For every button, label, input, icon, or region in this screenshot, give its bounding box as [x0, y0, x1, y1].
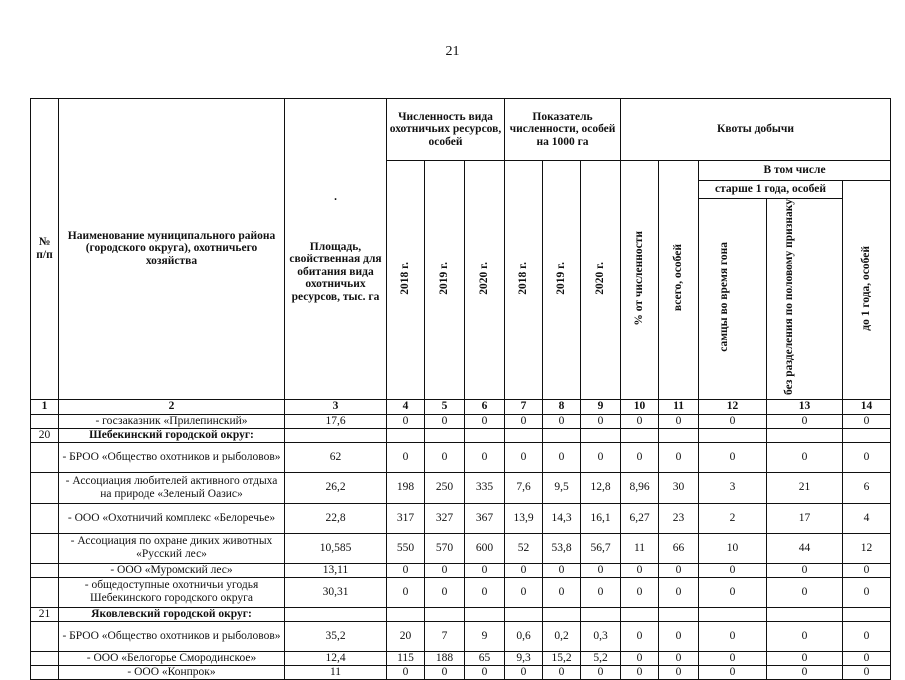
- table-cell: 0: [465, 665, 505, 679]
- table-cell: 317: [387, 503, 425, 533]
- table-cell: 0: [767, 651, 843, 665]
- table-cell: 0: [465, 563, 505, 577]
- table-cell: 62: [285, 442, 387, 472]
- hunting-ground-name: - ООО «Охотничий комплекс «Белоречье»: [59, 503, 285, 533]
- table-cell: 0: [659, 414, 699, 428]
- hunting-ground-name: - Ассоциация по охране диких животных «Русский лес»: [59, 533, 285, 563]
- header-quota: Квоты добычи: [621, 99, 891, 161]
- row-number: [31, 651, 59, 665]
- header-area-dot: ·: [333, 193, 338, 206]
- column-number: 13: [767, 399, 843, 414]
- table-cell: 0: [543, 414, 581, 428]
- table-cell: 30,31: [285, 577, 387, 607]
- table-cell: [425, 428, 465, 442]
- hunting-ground-name: - общедоступные охотничьи угодья Шебекинского городского округа: [59, 577, 285, 607]
- header-density-2018: 2018 г.: [505, 161, 543, 400]
- table-cell: 0: [699, 665, 767, 679]
- table-cell: 0: [543, 665, 581, 679]
- table-cell: 0: [621, 414, 659, 428]
- table-cell: 56,7: [581, 533, 621, 563]
- table-cell: 13,9: [505, 503, 543, 533]
- table-cell: [285, 428, 387, 442]
- table-cell: [843, 428, 891, 442]
- table-cell: 0: [543, 442, 581, 472]
- hunting-ground-name: - госзаказник «Прилепинский»: [59, 414, 285, 428]
- table-cell: 0: [699, 563, 767, 577]
- table-cell: 0: [659, 577, 699, 607]
- table-cell: 12,4: [285, 651, 387, 665]
- table-cell: 0: [387, 414, 425, 428]
- row-number: 20: [31, 428, 59, 442]
- table-cell: 26,2: [285, 472, 387, 503]
- table-row: [31, 442, 891, 472]
- table-cell: 53,8: [543, 533, 581, 563]
- table-cell: 115: [387, 651, 425, 665]
- column-number-row: [31, 399, 891, 414]
- table-cell: 0: [659, 563, 699, 577]
- table-cell: 250: [425, 472, 465, 503]
- table-cell: 6: [843, 472, 891, 503]
- column-number: 8: [543, 399, 581, 414]
- header-name: Наименование муниципального района (городского округа), охотничьего хозяйства: [59, 99, 285, 400]
- header-density-2020: 2020 г.: [581, 161, 621, 400]
- table-cell: 3: [699, 472, 767, 503]
- header-pct: % от численности: [621, 161, 659, 400]
- table-cell: 0: [843, 442, 891, 472]
- row-number: [31, 533, 59, 563]
- table-cell: 7,6: [505, 472, 543, 503]
- header-density-2019: 2019 г.: [543, 161, 581, 400]
- district-row: [31, 607, 891, 621]
- table-cell: 335: [465, 472, 505, 503]
- table-cell: 0: [387, 577, 425, 607]
- table-cell: 367: [465, 503, 505, 533]
- table-cell: 0: [843, 414, 891, 428]
- district-name: Шебекинский городской округ:: [59, 428, 285, 442]
- table-cell: [581, 428, 621, 442]
- table-cell: 0: [843, 665, 891, 679]
- table-cell: [767, 428, 843, 442]
- table-cell: 11: [285, 665, 387, 679]
- table-cell: [767, 607, 843, 621]
- column-number: 12: [699, 399, 767, 414]
- table-cell: 17,6: [285, 414, 387, 428]
- column-number: 6: [465, 399, 505, 414]
- page-number: 21: [445, 44, 460, 59]
- table-cell: 0: [767, 577, 843, 607]
- table-cell: 0: [843, 577, 891, 607]
- row-number: [31, 503, 59, 533]
- table-cell: 12: [843, 533, 891, 563]
- table-cell: [465, 607, 505, 621]
- table-cell: 6,27: [621, 503, 659, 533]
- column-number: 14: [843, 399, 891, 414]
- table-cell: 9: [465, 621, 505, 651]
- table-cell: 570: [425, 533, 465, 563]
- column-number: 11: [659, 399, 699, 414]
- table-cell: 0: [543, 563, 581, 577]
- table-cell: 20: [387, 621, 425, 651]
- table-cell: 0: [699, 651, 767, 665]
- table-row: [31, 503, 891, 533]
- table-cell: 0: [505, 563, 543, 577]
- table-row: [31, 577, 891, 607]
- column-number: 2: [59, 399, 285, 414]
- table-cell: 8,96: [621, 472, 659, 503]
- table-cell: 0: [659, 442, 699, 472]
- header-incl: В том числе: [699, 161, 891, 181]
- column-number: 1: [31, 399, 59, 414]
- table-cell: 9,3: [505, 651, 543, 665]
- table-cell: 0,6: [505, 621, 543, 651]
- row-number: [31, 621, 59, 651]
- table-cell: 5,2: [581, 651, 621, 665]
- table-cell: 0: [699, 621, 767, 651]
- table-cell: 0: [581, 665, 621, 679]
- table-cell: 0: [465, 442, 505, 472]
- table-cell: 52: [505, 533, 543, 563]
- table-cell: 0: [505, 577, 543, 607]
- row-number: [31, 472, 59, 503]
- table-cell: 0: [425, 577, 465, 607]
- table-cell: [425, 607, 465, 621]
- hunting-ground-name: - ООО «Белогорье Смородинское»: [59, 651, 285, 665]
- table-cell: [621, 428, 659, 442]
- hunting-ground-name: - ООО «Муромский лес»: [59, 563, 285, 577]
- table-cell: 14,3: [543, 503, 581, 533]
- header-num: № п/п: [31, 99, 59, 400]
- table-cell: 0: [621, 651, 659, 665]
- row-number: [31, 414, 59, 428]
- table-cell: 13,11: [285, 563, 387, 577]
- table-cell: 0: [767, 414, 843, 428]
- table-cell: [699, 607, 767, 621]
- table-cell: 7: [425, 621, 465, 651]
- table-row: [31, 472, 891, 503]
- table-row: [31, 533, 891, 563]
- header-older: старше 1 года, особей: [699, 181, 843, 199]
- table-cell: 0: [505, 442, 543, 472]
- hunting-ground-name: - БРОО «Общество охотников и рыболовов»: [59, 621, 285, 651]
- header-population: Численность вида охотничьих ресурсов, особей: [387, 99, 505, 161]
- table-cell: 2: [699, 503, 767, 533]
- table-cell: [543, 607, 581, 621]
- column-number: 4: [387, 399, 425, 414]
- table-cell: 0: [843, 563, 891, 577]
- header-area-label: Площадь, свойственная для обитания вида охотничьих ресурсов, тыс. га: [289, 240, 382, 304]
- table-cell: 0: [387, 563, 425, 577]
- table-cell: 550: [387, 533, 425, 563]
- table-cell: 0: [425, 414, 465, 428]
- table-cell: 0: [581, 577, 621, 607]
- column-number: 9: [581, 399, 621, 414]
- table-cell: 0: [659, 651, 699, 665]
- column-number: 5: [425, 399, 465, 414]
- table-cell: 10: [699, 533, 767, 563]
- table-cell: 0: [699, 442, 767, 472]
- table-cell: [285, 607, 387, 621]
- header-density: Показатель численности, особей на 1000 га: [505, 99, 621, 161]
- table-cell: 22,8: [285, 503, 387, 533]
- table-cell: 30: [659, 472, 699, 503]
- header-pop-2020: 2020 г.: [465, 161, 505, 400]
- header-total: всего, особей: [659, 161, 699, 400]
- header-area: [285, 99, 387, 400]
- table-cell: 0: [621, 665, 659, 679]
- table-cell: 0: [699, 577, 767, 607]
- table-cell: [843, 607, 891, 621]
- table-cell: [659, 428, 699, 442]
- table-cell: 44: [767, 533, 843, 563]
- table-cell: 0: [581, 414, 621, 428]
- table-cell: 35,2: [285, 621, 387, 651]
- table-body: [31, 399, 891, 679]
- table-cell: 11: [621, 533, 659, 563]
- table-cell: 66: [659, 533, 699, 563]
- table-cell: 21: [767, 472, 843, 503]
- table-cell: 0: [621, 577, 659, 607]
- table-cell: 0: [699, 414, 767, 428]
- row-number: 21: [31, 607, 59, 621]
- column-number: 3: [285, 399, 387, 414]
- table-cell: 0: [425, 442, 465, 472]
- table-row: [31, 665, 891, 679]
- hunting-ground-name: - ООО «Конпрок»: [59, 665, 285, 679]
- table-cell: 0,3: [581, 621, 621, 651]
- row-number: [31, 577, 59, 607]
- hunting-ground-name: - БРОО «Общество охотников и рыболовов»: [59, 442, 285, 472]
- table-cell: [543, 428, 581, 442]
- row-number: [31, 442, 59, 472]
- table-cell: 0: [387, 665, 425, 679]
- table-row: [31, 621, 891, 651]
- column-number: 10: [621, 399, 659, 414]
- table-cell: 198: [387, 472, 425, 503]
- table-cell: 188: [425, 651, 465, 665]
- table-cell: 0: [425, 665, 465, 679]
- table-cell: 0: [767, 665, 843, 679]
- table-cell: 0: [767, 442, 843, 472]
- table-cell: 0: [505, 665, 543, 679]
- table-cell: 0: [543, 577, 581, 607]
- table-cell: 4: [843, 503, 891, 533]
- row-number: [31, 563, 59, 577]
- table-row: [31, 563, 891, 577]
- table-cell: 0: [843, 651, 891, 665]
- table-cell: [581, 607, 621, 621]
- table-cell: 0: [767, 563, 843, 577]
- table-cell: 0,2: [543, 621, 581, 651]
- header-pop-2018: 2018 г.: [387, 161, 425, 400]
- table-cell: 0: [767, 621, 843, 651]
- table-cell: 65: [465, 651, 505, 665]
- table-cell: 9,5: [543, 472, 581, 503]
- table-cell: [699, 428, 767, 442]
- header-nosex: без разделения по половому признаку: [767, 199, 843, 400]
- table-row: [31, 651, 891, 665]
- district-name: Яковлевский городской округ:: [59, 607, 285, 621]
- table-cell: 0: [581, 563, 621, 577]
- table-cell: 0: [621, 621, 659, 651]
- table-cell: 0: [621, 563, 659, 577]
- table-cell: 0: [425, 563, 465, 577]
- table-row: [31, 414, 891, 428]
- table-cell: 15,2: [543, 651, 581, 665]
- table-cell: 0: [581, 442, 621, 472]
- table-cell: 0: [843, 621, 891, 651]
- table-cell: 10,585: [285, 533, 387, 563]
- table-cell: 600: [465, 533, 505, 563]
- table-cell: 327: [425, 503, 465, 533]
- table-cell: 0: [659, 665, 699, 679]
- header-pop-2019: 2019 г.: [425, 161, 465, 400]
- table-cell: [387, 428, 425, 442]
- table-cell: 0: [621, 442, 659, 472]
- table-cell: [505, 428, 543, 442]
- header-young: до 1 года, особей: [843, 181, 891, 400]
- table-cell: 0: [465, 577, 505, 607]
- table-cell: 23: [659, 503, 699, 533]
- district-row: [31, 428, 891, 442]
- table-cell: 12,8: [581, 472, 621, 503]
- table-cell: 0: [505, 414, 543, 428]
- table-cell: [387, 607, 425, 621]
- hunting-ground-name: - Ассоциация любителей активного отдыха на природе «Зеленый Оазис»: [59, 472, 285, 503]
- column-number: 7: [505, 399, 543, 414]
- table-cell: 17: [767, 503, 843, 533]
- table-cell: [465, 428, 505, 442]
- table-cell: 0: [387, 442, 425, 472]
- table-cell: [621, 607, 659, 621]
- header-males: самцы во время гона: [699, 199, 767, 400]
- table-cell: [505, 607, 543, 621]
- table-cell: [659, 607, 699, 621]
- table-cell: 0: [465, 414, 505, 428]
- quota-table: [30, 98, 891, 680]
- table-cell: 0: [659, 621, 699, 651]
- table-cell: 16,1: [581, 503, 621, 533]
- row-number: [31, 665, 59, 679]
